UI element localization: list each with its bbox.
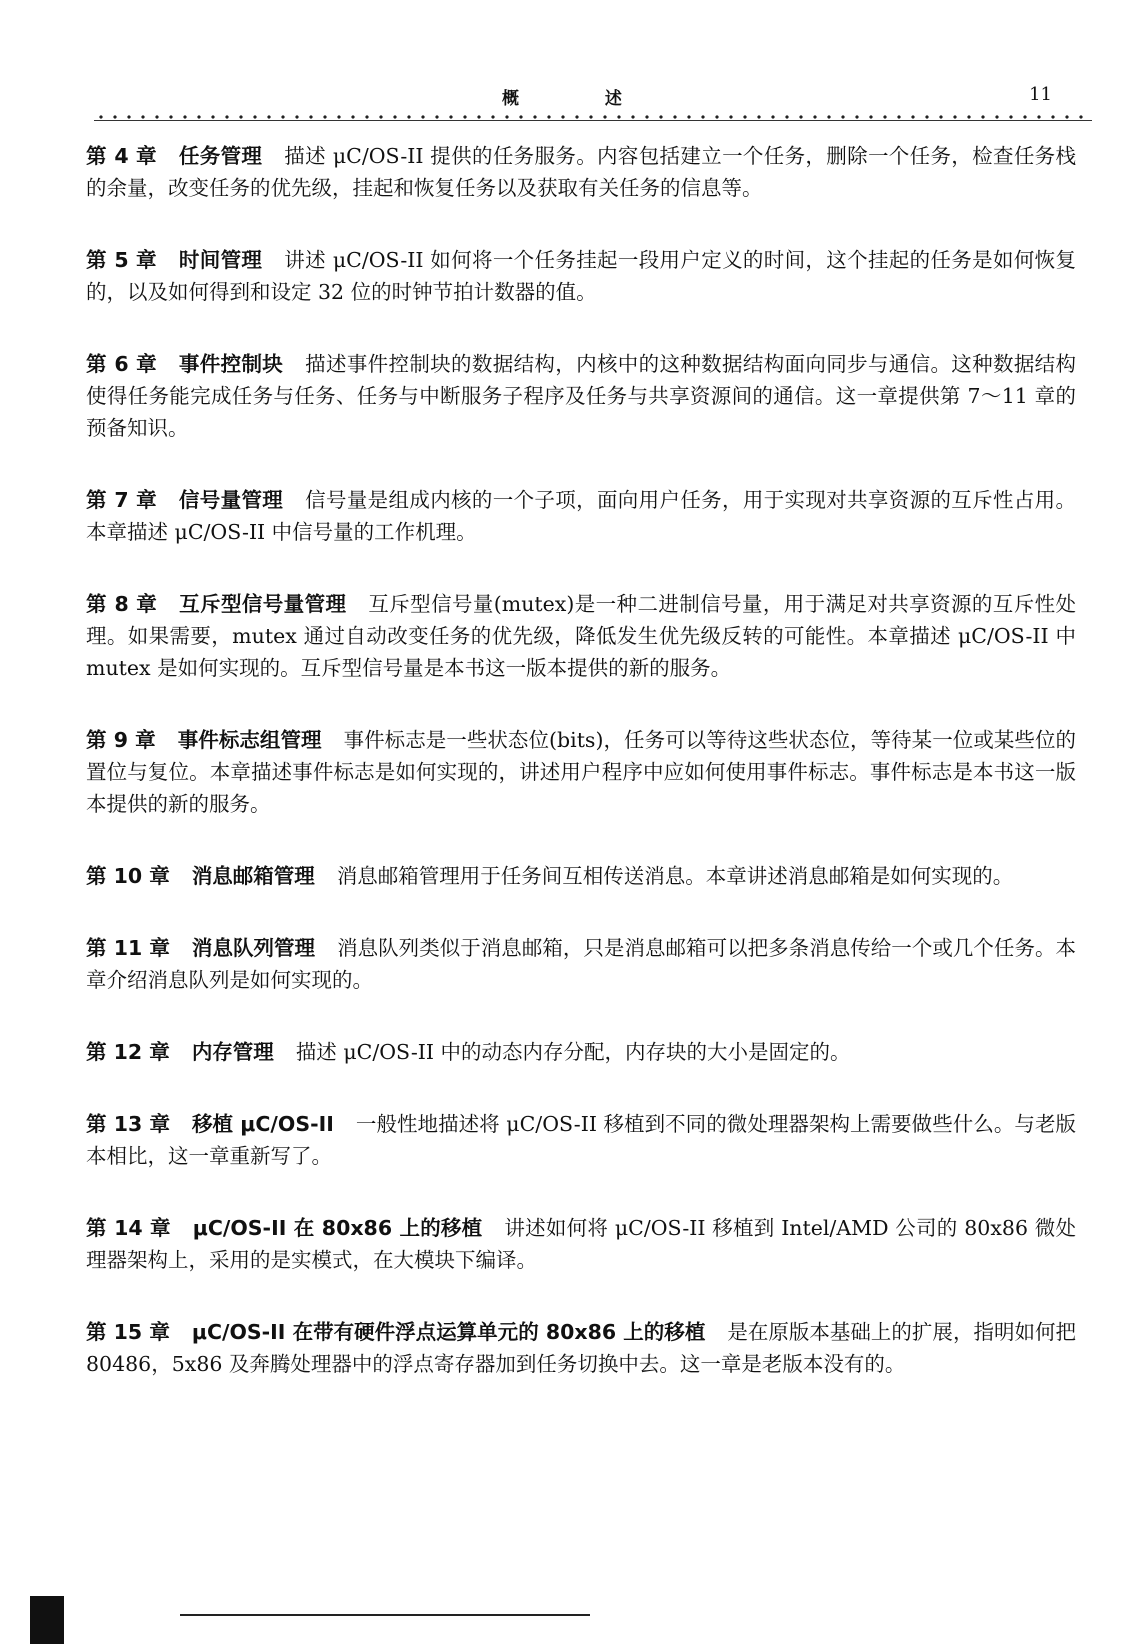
chapter-number: 第 11 章: [86, 936, 170, 960]
chapter-entry: [86, 1316, 1076, 1380]
chapter-description: 消息队列类似于消息邮箱，只是消息邮箱可以把多条消息传给一个或几个任务。本章介绍消息队列是如何实现的。: [86, 936, 1077, 992]
chapter-number: 第 6 章: [86, 352, 157, 376]
chapter-description: 描述 μC/OS-II 中的动态内存分配，内存块的大小是固定的。: [295, 1040, 851, 1064]
header-dotted-rule: [94, 114, 1092, 121]
chapter-description: 事件标志是一些状态位(bits)，任务可以等待这些状态位，等待某一位或某些位的置位与复位。本章描述事件标志是如何实现的，讲述用户程序中应如何使用事件标志。事件标志是本书这一版本提供的新的服务。: [86, 728, 1077, 816]
chapter-title: 事件控制块: [178, 352, 284, 376]
chapter-number: 第 15 章: [86, 1320, 170, 1344]
chapter-title: 消息队列管理: [191, 936, 316, 960]
chapter-entry: [86, 1108, 1076, 1172]
chapter-overview-list: [86, 140, 1076, 1420]
chapter-description: 讲述如何将 μC/OS-II 移植到 Intel/AMD 公司的 80x86 微处理器架构上，采用的是实模式，在大模块下编译。: [86, 1216, 1076, 1272]
chapter-entry: [86, 244, 1076, 308]
chapter-number: 第 5 章: [86, 248, 157, 272]
chapter-number: 第 8 章: [86, 592, 158, 616]
chapter-number: 第 7 章: [86, 488, 157, 512]
chapter-number: 第 9 章: [86, 728, 156, 752]
chapter-description: 讲述 μC/OS-II 如何将一个任务挂起一段用户定义的时间，这个挂起的任务是如何恢复的，以及如何得到和设定 32 位的时钟节拍计数器的值。: [86, 248, 1077, 304]
chapter-title: 任务管理: [178, 144, 263, 168]
scan-edge-mark: [30, 1596, 64, 1644]
chapter-description: 是在原版本基础上的扩展，指明如何把 80486，5x86 及奔腾处理器中的浮点寄存器加到任务切换中去。这一章是老版本没有的。: [86, 1320, 1077, 1376]
chapter-number: 第 10 章: [86, 864, 170, 888]
running-header: [92, 84, 1092, 110]
chapter-title: 事件标志组管理: [177, 728, 322, 752]
chapter-title: 时间管理: [178, 248, 263, 272]
running-title: 概 述: [502, 89, 662, 109]
chapter-entry: [86, 724, 1076, 820]
chapter-entry: [86, 484, 1076, 548]
chapter-title: 信号量管理: [178, 488, 284, 512]
chapter-title: 互斥型信号量管理: [179, 592, 347, 616]
chapter-number: 第 13 章: [86, 1112, 170, 1136]
chapter-title: 移植 μC/OS-II: [192, 1112, 334, 1136]
page-number: 11: [1029, 84, 1052, 105]
chapter-title: μC/OS-II 在带有硬件浮点运算单元的 80x86 上的移植: [191, 1320, 706, 1344]
chapter-number: 第 4 章: [86, 144, 157, 168]
chapter-description: 描述事件控制块的数据结构，内核中的这种数据结构面向同步与通信。这种数据结构使得任务能完成任务与任务、任务与中断服务子程序及任务与共享资源间的通信。这一章提供第 7～11 章的预备知识。: [86, 352, 1077, 440]
footer-rule: [180, 1614, 590, 1616]
chapter-number: 第 12 章: [86, 1040, 170, 1064]
chapter-entry: [86, 1036, 1076, 1068]
chapter-description: 互斥型信号量(mutex)是一种二进制信号量，用于满足对共享资源的互斥性处理。如果需要，mutex 通过自动改变任务的优先级，降低发生优先级反转的可能性。本章描述 μC/OS-II 中 mutex 是如何实现的。互斥型信号量是本书这一版本提供的新的服务。: [86, 592, 1076, 680]
chapter-description: 描述 μC/OS-II 提供的任务服务。内容包括建立一个任务，删除一个任务，检查任务栈的余量，改变任务的优先级，挂起和恢复任务以及获取有关任务的信息等。: [86, 144, 1077, 200]
chapter-description: 消息邮箱管理用于任务间互相传送消息。本章讲述消息邮箱是如何实现的。: [336, 864, 1014, 888]
chapter-entry: [86, 140, 1076, 204]
chapter-entry: [86, 932, 1076, 996]
chapter-entry: [86, 1212, 1076, 1276]
chapter-title: 消息邮箱管理: [191, 864, 315, 888]
chapter-title: 内存管理: [191, 1040, 274, 1064]
chapter-description: 一般性地描述将 μC/OS-II 移植到不同的微处理器架构上需要做些什么。与老版本相比，这一章重新写了。: [86, 1112, 1077, 1168]
chapter-entry: [86, 860, 1076, 892]
chapter-title: μC/OS-II 在 80x86 上的移植: [192, 1216, 483, 1240]
chapter-description: 信号量是组成内核的一个子项，面向用户任务，用于实现对共享资源的互斥性占用。本章描述 μC/OS-II 中信号量的工作机理。: [86, 488, 1077, 544]
chapter-entry: [86, 348, 1076, 444]
chapter-number: 第 14 章: [86, 1216, 171, 1240]
chapter-entry: [86, 588, 1076, 684]
